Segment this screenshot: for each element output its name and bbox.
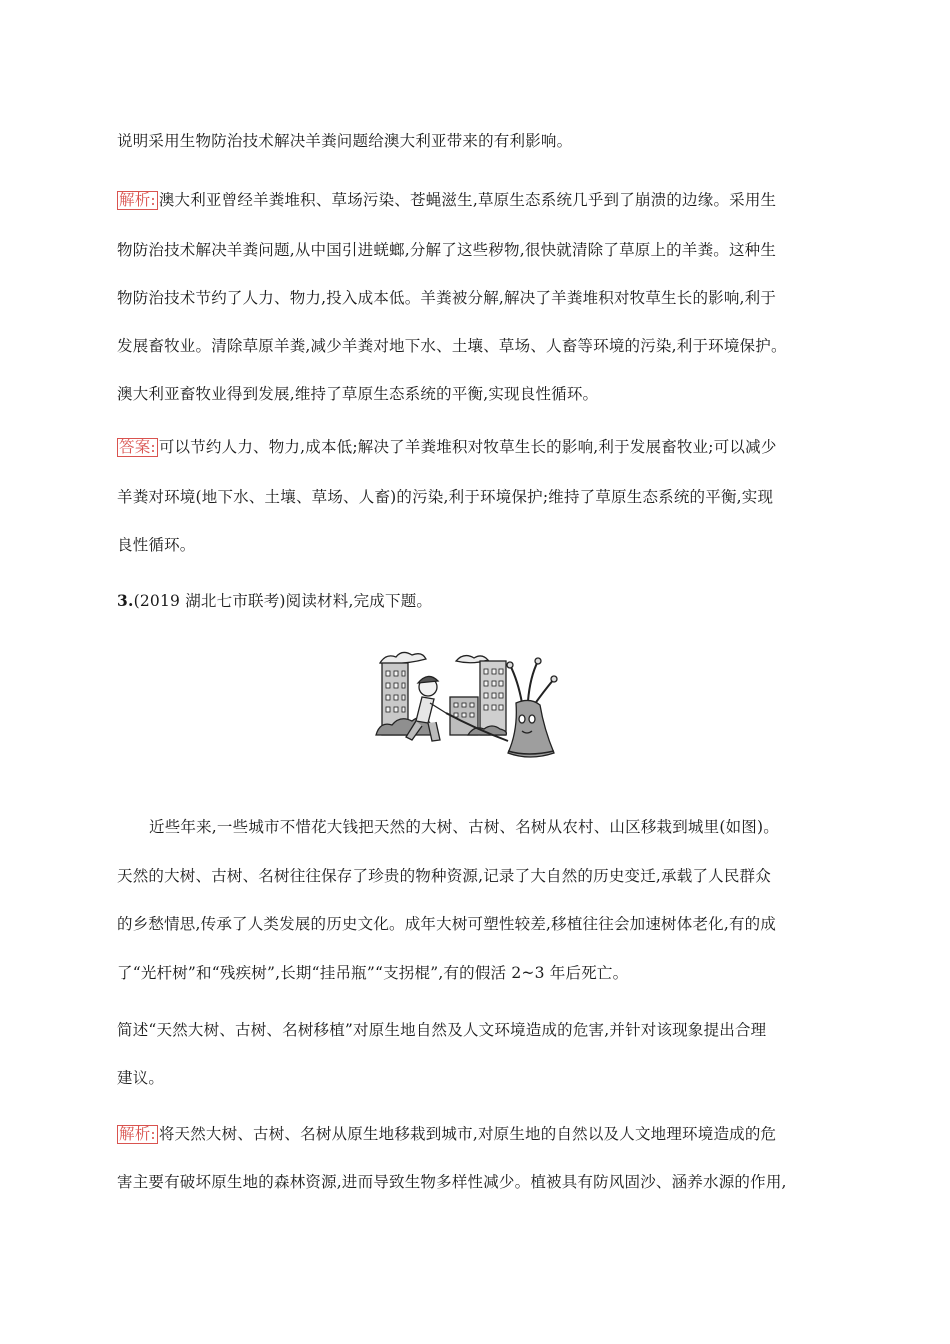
- q2-answer-line-2: 羊粪对环境(地下水、土壤、草场、人畜)的污染,利于环境保护;维持了草原生态系统的平衡,实现: [117, 488, 774, 506]
- analysis-tag: 解析:: [119, 191, 156, 209]
- q3-question-line-2: 建议。: [117, 1069, 165, 1087]
- q3-analysis-line-2: 害主要有破坏原生地的森林资源,进而导致生物多样性减少。植被具有防风固沙、涵养水源的作用,: [117, 1173, 787, 1191]
- q3-material-line-2: 天然的大树、古树、名树往往保存了珍贵的物种资源,记录了大自然的历史变迁,承载了人民群众: [117, 867, 771, 885]
- q2-question: 说明采用生物防治技术解决羊粪问题给澳大利亚带来的有利影响。: [117, 132, 573, 150]
- q3-source: (2019 湖北七市联考)阅读材料,完成下题。: [133, 592, 433, 610]
- q2-analysis-line-5: 澳大利亚畜牧业得到发展,维持了草原生态系统的平衡,实现良性循环。: [117, 385, 599, 403]
- q3-header: [117, 591, 432, 611]
- q2-answer-line-3: 良性循环。: [117, 536, 196, 554]
- q3-analysis-line-1: 解析: 将天然大树、古树、名树从原生地移栽到城市,对原生地的自然以及人文地理环境造成的危: [119, 1125, 777, 1143]
- q3-material-line-1: 近些年来,一些城市不惜花大钱把天然的大树、古树、名树从农村、山区移栽到城里(如图)。: [149, 818, 779, 836]
- q3-question-line-1: 简述“天然大树、古树、名树移植”对原生地自然及人文环境造成的危害,并针对该现象提出合理: [117, 1021, 767, 1039]
- q2-answer-line-1: 答案: 可以节约人力、物力,成本低;解决了羊粪堆积对牧草生长的影响,利于发展畜牧业;可以减少: [119, 438, 777, 456]
- q2-analysis-line-2: 物防治技术解决羊粪问题,从中国引进蜣螂,分解了这些秽物,很快就清除了草原上的羊粪。这种生: [117, 241, 777, 259]
- tree-transplant-illustration: [372, 643, 580, 771]
- answer-tag: 答案:: [119, 438, 156, 456]
- q3-material-line-3: 的乡愁情思,传承了人类发展的历史文化。成年大树可塑性较差,移植往往会加速树体老化,有的成: [117, 915, 777, 933]
- q3-material-line-4: 了“光杆树”和“残疾树”,长期“挂吊瓶”“支拐棍”,有的假活 2~3 年后死亡。: [117, 964, 629, 982]
- analysis-tag: 解析:: [119, 1125, 156, 1143]
- q3-number: 3.: [117, 591, 134, 610]
- q2-analysis-line-3: 物防治技术节约了人力、物力,投入成本低。羊粪被分解,解决了羊粪堆积对牧草生长的影响,利于: [117, 289, 777, 307]
- q2-analysis-line-4: 发展畜牧业。清除草原羊粪,减少羊粪对地下水、土壤、草场、人畜等环境的污染,利于环境保护。: [117, 337, 787, 355]
- q2-analysis-line-1: 解析: 澳大利亚曾经羊粪堆积、草场污染、苍蝇滋生,草原生态系统几乎到了崩溃的边缘。采用生: [119, 191, 777, 209]
